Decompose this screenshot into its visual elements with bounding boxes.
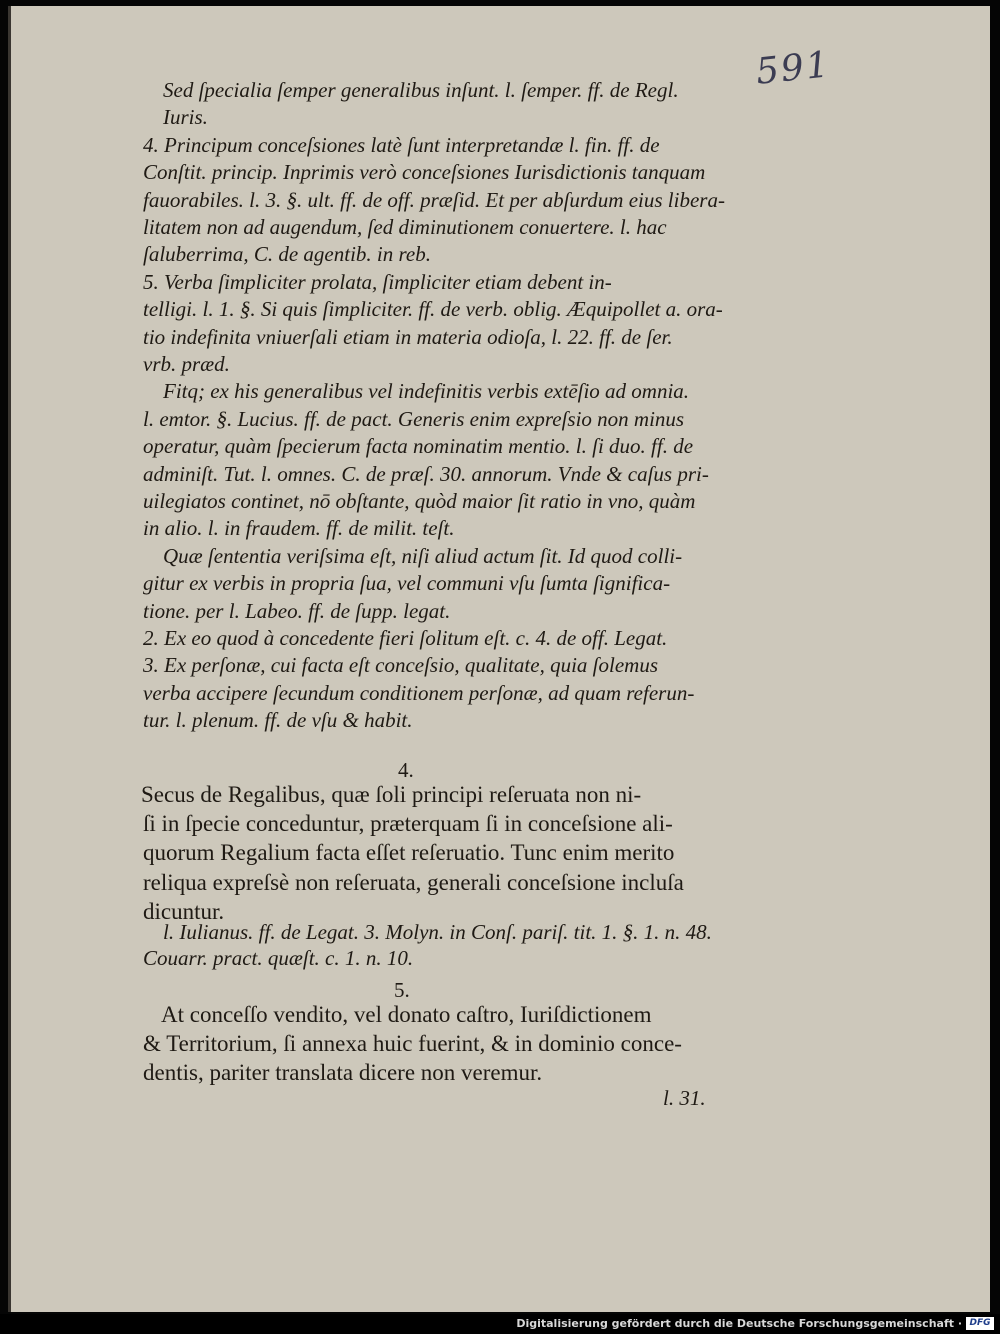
text-line: tur. l. plenum. ff. de vſu & habit. bbox=[143, 708, 413, 733]
text-line: Quæ ſententia veriſsima eſt, niſi aliud actum ſit. Id quod colli- bbox=[163, 543, 683, 568]
text-line: ſaluberrima, C. de agentib. in reb. bbox=[143, 242, 431, 267]
text-line: gitur ex verbis in propria ſua, vel communi vſu ſumta ſignifica- bbox=[143, 571, 671, 596]
text-line: Conſtit. princip. Inprimis verò conceſsiones Iurisdictionis tanquam bbox=[143, 160, 706, 185]
text-line: 3. Ex perſonæ, cui facta eſt conceſsio, qualitate, quia ſolemus bbox=[143, 653, 658, 678]
text-line: 5. Verba ſimpliciter prolata, ſimpliciter etiam debent in- bbox=[143, 269, 612, 294]
funding-notice: Digitalisierung gefördert durch die Deutsche Forschungsgemeinschaft · bbox=[516, 1317, 962, 1330]
text-line: Couarr. pract. quæſt. c. 1. n. 10. bbox=[143, 946, 414, 970]
text-line: litatem non ad augendum, ſed diminutionem conuertere. l. hac bbox=[143, 215, 667, 239]
text-line: telligi. l. 1. §. Si quis ſimpliciter. ff. de verb. oblig. Æquipollet a. ora- bbox=[143, 297, 723, 322]
text-line: dicuntur. bbox=[143, 898, 225, 924]
text-line: Iuris. bbox=[163, 105, 208, 130]
text-line: Fitq; ex his generalibus vel indefinitis verbis extēſio ad omnia. bbox=[163, 379, 690, 404]
text-line: reliqua expreſsè non reſeruata, generali conceſsione incluſa bbox=[143, 869, 684, 895]
text-line: uilegiatos continet, nō obſtante, quòd maior ſit ratio in vno, quàm bbox=[143, 489, 696, 513]
text-line: 4. Principum conceſsiones latè ſunt interpretandæ l. fin. ff. de bbox=[143, 132, 660, 157]
text-line: l. emtor. §. Lucius. ff. de pact. Generis enim expreſsio non minus bbox=[143, 406, 685, 431]
text-line: dentis, pariter translata dicere non veremur. bbox=[143, 1060, 543, 1086]
text-line: fauorabiles. l. 3. §. ult. ff. de off. præſid. Et per abſurdum eius libera- bbox=[143, 187, 725, 212]
text-line: & Territorium, ſi annexa huic fuerint, & in dominio conce- bbox=[143, 1031, 682, 1057]
book-page bbox=[8, 6, 990, 1312]
text-line: At conceſſo vendito, vel donato caſtro, Iuriſdictionem bbox=[161, 1002, 652, 1027]
text-line: quorum Regalium facta eſſet reſeruatio. Tunc enim merito bbox=[143, 840, 675, 866]
text-line: 2. Ex eo quod à concedente fieri ſolitum eſt. c. 4. de off. Legat. bbox=[143, 626, 668, 650]
text-line: tio indefinita vniuerſali etiam in materia odioſa, l. 22. ff. de ſer. bbox=[143, 324, 673, 349]
text-line: Sed ſpecialia ſemper generalibus inſunt. l. ſemper. ff. de Regl. bbox=[163, 78, 679, 102]
text-line: Secus de Regalibus, quæ ſoli principi reſeruata non ni- bbox=[141, 782, 642, 807]
text-line: tione. per l. Labeo. ff. de ſupp. legat. bbox=[143, 598, 451, 623]
text-line: vrb. præd. bbox=[143, 352, 230, 376]
section-4-number: 4. bbox=[398, 758, 414, 782]
section-5-number: 5. bbox=[394, 978, 410, 1002]
text-line: operatur, quàm ſpecierum facta nominatim mentio. l. ſi duo. ff. de bbox=[143, 434, 694, 459]
dfg-logo: DFG bbox=[966, 1317, 994, 1330]
text-line: verba accipere ſecundum conditionem perſonæ, ad quam referun- bbox=[143, 680, 695, 705]
catchword: l. 31. bbox=[663, 1086, 706, 1110]
text-line: adminiſt. Tut. l. omnes. C. de præſ. 30. annorum. Vnde & caſus pri- bbox=[143, 461, 709, 486]
text-line: ſi in ſpecie conceduntur, præterquam ſi in conceſsione ali- bbox=[143, 811, 673, 837]
text-line: l. Iulianus. ff. de Legat. 3. Molyn. in Conſ. pariſ. tit. 1. §. 1. n. 48. bbox=[163, 920, 712, 944]
text-line: in alio. l. in fraudem. ff. de milit. teſt. bbox=[143, 516, 455, 541]
page-number-handwritten: 591 bbox=[754, 44, 833, 93]
